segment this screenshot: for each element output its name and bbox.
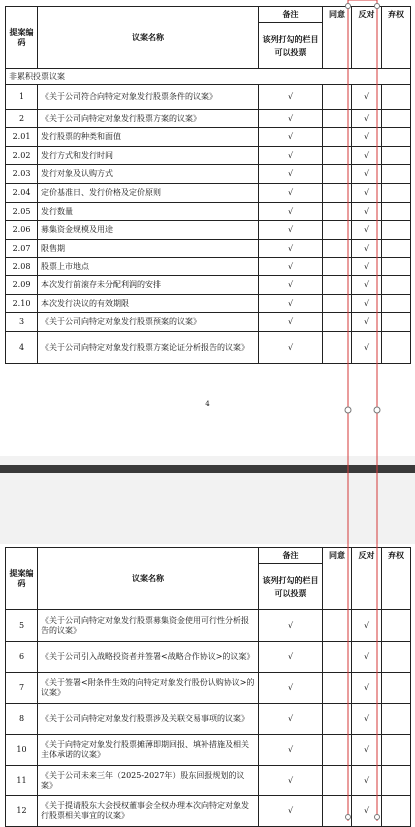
abstain-cell[interactable] — [382, 295, 411, 313]
header-name: 议案名称 — [38, 7, 259, 69]
proposal-name: 股票上市地点 — [38, 258, 259, 276]
proposal-code: 2.02 — [6, 147, 38, 165]
proposal-code: 2.09 — [6, 276, 38, 295]
agree-cell[interactable] — [323, 313, 352, 332]
agree-cell[interactable] — [323, 85, 352, 110]
table-row — [6, 610, 411, 642]
agree-cell[interactable] — [323, 642, 352, 673]
proposal-name: 《关于向特定对象发行股票摊薄即期回报、填补措施及相关主体承诺的议案》 — [38, 735, 259, 766]
proposal-name: 定价基准日、发行价格及定价原则 — [38, 184, 259, 203]
header-remark-sub: 该列打勾的栏目可以投票 — [259, 23, 323, 69]
oppose-check[interactable]: √ — [352, 128, 382, 147]
agree-cell[interactable] — [323, 735, 352, 766]
proposal-name: 《关于提请股东大会授权董事会全权办理本次向特定对象发行股票相关事宜的议案》 — [38, 796, 259, 827]
agree-cell[interactable] — [323, 240, 352, 258]
section-label: 非累积投票议案 — [6, 69, 411, 85]
abstain-cell[interactable] — [382, 766, 411, 796]
abstain-cell[interactable] — [382, 221, 411, 240]
table-row — [6, 165, 411, 184]
agree-cell[interactable] — [323, 110, 352, 128]
voting-table-page-2 — [5, 547, 411, 827]
remark-check: √ — [259, 128, 323, 147]
table-row — [6, 642, 411, 673]
remark-check: √ — [259, 673, 323, 704]
table-header-row — [6, 7, 411, 23]
table-row — [6, 766, 411, 796]
header-code: 提案编码 — [6, 548, 38, 610]
abstain-cell[interactable] — [382, 184, 411, 203]
remark-check: √ — [259, 240, 323, 258]
oppose-check[interactable]: √ — [352, 673, 382, 704]
page-number: 4 — [205, 400, 210, 408]
table-row — [6, 276, 411, 295]
proposal-name: 发行对象及认购方式 — [38, 165, 259, 184]
abstain-cell[interactable] — [382, 313, 411, 332]
proposal-name: 本次发行前滚存未分配利润的安排 — [38, 276, 259, 295]
abstain-cell[interactable] — [382, 165, 411, 184]
remark-check: √ — [259, 295, 323, 313]
abstain-cell[interactable] — [382, 276, 411, 295]
oppose-check[interactable]: √ — [352, 165, 382, 184]
agree-cell[interactable] — [323, 673, 352, 704]
proposal-name: 限售期 — [38, 240, 259, 258]
table-row — [6, 184, 411, 203]
document-page-2 — [0, 544, 415, 821]
remark-check: √ — [259, 110, 323, 128]
abstain-cell[interactable] — [382, 203, 411, 221]
proposal-name: 《关于公司向特定对象发行股票方案论证分析报告的议案》 — [38, 332, 259, 364]
proposal-name: 《关于公司向特定对象发行股票涉及关联交易事项的议案》 — [38, 704, 259, 735]
header-code: 提案编码 — [6, 7, 38, 69]
agree-cell[interactable] — [323, 221, 352, 240]
agree-cell[interactable] — [323, 610, 352, 642]
agree-cell[interactable] — [323, 276, 352, 295]
header-oppose: 反对 — [352, 7, 382, 69]
voting-table-page-1 — [5, 6, 411, 364]
agree-cell[interactable] — [323, 332, 352, 364]
oppose-check[interactable]: √ — [352, 642, 382, 673]
proposal-code: 6 — [6, 642, 38, 673]
remark-check: √ — [259, 332, 323, 364]
table-header-row — [6, 548, 411, 564]
remark-check: √ — [259, 276, 323, 295]
remark-check: √ — [259, 221, 323, 240]
oppose-check[interactable]: √ — [352, 796, 382, 827]
oppose-check[interactable]: √ — [352, 295, 382, 313]
proposal-code: 1 — [6, 85, 38, 110]
agree-cell[interactable] — [323, 184, 352, 203]
header-remark: 备注 — [259, 548, 323, 564]
table-row — [6, 735, 411, 766]
remark-check: √ — [259, 796, 323, 827]
header-abstain: 弃权 — [382, 548, 411, 610]
header-remark-sub: 该列打勾的栏目可以投票 — [259, 564, 323, 610]
abstain-cell[interactable] — [382, 128, 411, 147]
oppose-check[interactable]: √ — [352, 240, 382, 258]
table-row — [6, 295, 411, 313]
oppose-check[interactable]: √ — [352, 184, 382, 203]
proposal-name: 募集资金规模及用途 — [38, 221, 259, 240]
table-row — [6, 203, 411, 221]
proposal-name: 《关于公司向特定对象发行股票预案的议案》 — [38, 313, 259, 332]
remark-check: √ — [259, 85, 323, 110]
proposal-code: 8 — [6, 704, 38, 735]
oppose-check[interactable]: √ — [352, 221, 382, 240]
proposal-name: 《关于公司符合向特定对象发行股票条件的议案》 — [38, 85, 259, 110]
proposal-name: 发行数量 — [38, 203, 259, 221]
header-name: 议案名称 — [38, 548, 259, 610]
abstain-cell[interactable] — [382, 147, 411, 165]
remark-check: √ — [259, 642, 323, 673]
header-agree: 同意 — [323, 548, 352, 610]
remark-check: √ — [259, 184, 323, 203]
proposal-name: 《关于公司向特定对象发行股票募集资金使用可行性分析报告的议案》 — [38, 610, 259, 642]
agree-cell[interactable] — [323, 147, 352, 165]
oppose-check[interactable]: √ — [352, 110, 382, 128]
proposal-code: 10 — [6, 735, 38, 766]
proposal-name: 《关于公司未来三年（2025-2027年）股东回报规划的议案》 — [38, 766, 259, 796]
table-row — [6, 258, 411, 276]
proposal-code: 2.04 — [6, 184, 38, 203]
table-row — [6, 221, 411, 240]
proposal-name: 本次发行决议的有效期限 — [38, 295, 259, 313]
table-row — [6, 110, 411, 128]
agree-cell[interactable] — [323, 766, 352, 796]
abstain-cell[interactable] — [382, 332, 411, 364]
abstain-cell[interactable] — [382, 673, 411, 704]
remark-check: √ — [259, 610, 323, 642]
remark-check: √ — [259, 258, 323, 276]
proposal-code: 2.10 — [6, 295, 38, 313]
remark-check: √ — [259, 203, 323, 221]
oppose-check[interactable]: √ — [352, 147, 382, 165]
proposal-code: 2.03 — [6, 165, 38, 184]
remark-check: √ — [259, 147, 323, 165]
table-row — [6, 704, 411, 735]
abstain-cell[interactable] — [382, 240, 411, 258]
table-row — [6, 332, 411, 364]
agree-cell[interactable] — [323, 796, 352, 827]
oppose-check[interactable]: √ — [352, 610, 382, 642]
oppose-check[interactable]: √ — [352, 203, 382, 221]
abstain-cell[interactable] — [382, 704, 411, 735]
table-row — [6, 673, 411, 704]
oppose-check[interactable]: √ — [352, 276, 382, 295]
proposal-code: 3 — [6, 313, 38, 332]
agree-cell[interactable] — [323, 295, 352, 313]
remark-check: √ — [259, 704, 323, 735]
page-separator — [0, 456, 415, 544]
proposal-code: 2.08 — [6, 258, 38, 276]
abstain-cell[interactable] — [382, 735, 411, 766]
proposal-name: 《关于公司向特定对象发行股票方案的议案》 — [38, 110, 259, 128]
abstain-cell[interactable] — [382, 796, 411, 827]
oppose-check[interactable]: √ — [352, 766, 382, 796]
oppose-check[interactable]: √ — [352, 258, 382, 276]
remark-check: √ — [259, 735, 323, 766]
table-row — [6, 85, 411, 110]
proposal-name: 《关于公司引入战略投资者并签署<战略合作协议>的议案》 — [38, 642, 259, 673]
proposal-code: 7 — [6, 673, 38, 704]
agree-cell[interactable] — [323, 258, 352, 276]
oppose-check[interactable]: √ — [352, 735, 382, 766]
proposal-name: 《关于签署<附条件生效的向特定对象发行股份认购协议>的议案》 — [38, 673, 259, 704]
oppose-check[interactable]: √ — [352, 704, 382, 735]
table-row — [6, 128, 411, 147]
header-abstain: 弃权 — [382, 7, 411, 69]
header-agree: 同意 — [323, 7, 352, 69]
oppose-check[interactable]: √ — [352, 313, 382, 332]
header-oppose: 反对 — [352, 548, 382, 610]
abstain-cell[interactable] — [382, 258, 411, 276]
proposal-code: 2 — [6, 110, 38, 128]
proposal-code: 2.05 — [6, 203, 38, 221]
remark-check: √ — [259, 165, 323, 184]
proposal-code: 11 — [6, 766, 38, 796]
proposal-code: 12 — [6, 796, 38, 827]
oppose-check[interactable]: √ — [352, 85, 382, 110]
agree-cell[interactable] — [323, 704, 352, 735]
proposal-name: 发行方式和发行时间 — [38, 147, 259, 165]
remark-check: √ — [259, 313, 323, 332]
agree-cell[interactable] — [323, 165, 352, 184]
abstain-cell[interactable] — [382, 642, 411, 673]
table-row — [6, 796, 411, 827]
remark-check: √ — [259, 766, 323, 796]
proposal-code: 2.06 — [6, 221, 38, 240]
table-row — [6, 313, 411, 332]
proposal-code: 2.07 — [6, 240, 38, 258]
agree-cell[interactable] — [323, 203, 352, 221]
proposal-code: 5 — [6, 610, 38, 642]
header-remark: 备注 — [259, 7, 323, 23]
abstain-cell[interactable] — [382, 110, 411, 128]
oppose-check[interactable]: √ — [352, 332, 382, 364]
abstain-cell[interactable] — [382, 85, 411, 110]
agree-cell[interactable] — [323, 128, 352, 147]
proposal-code: 2.01 — [6, 128, 38, 147]
table-row — [6, 240, 411, 258]
proposal-name: 发行股票的种类和面值 — [38, 128, 259, 147]
section-row — [6, 69, 411, 85]
abstain-cell[interactable] — [382, 610, 411, 642]
proposal-code: 4 — [6, 332, 38, 364]
table-row — [6, 147, 411, 165]
